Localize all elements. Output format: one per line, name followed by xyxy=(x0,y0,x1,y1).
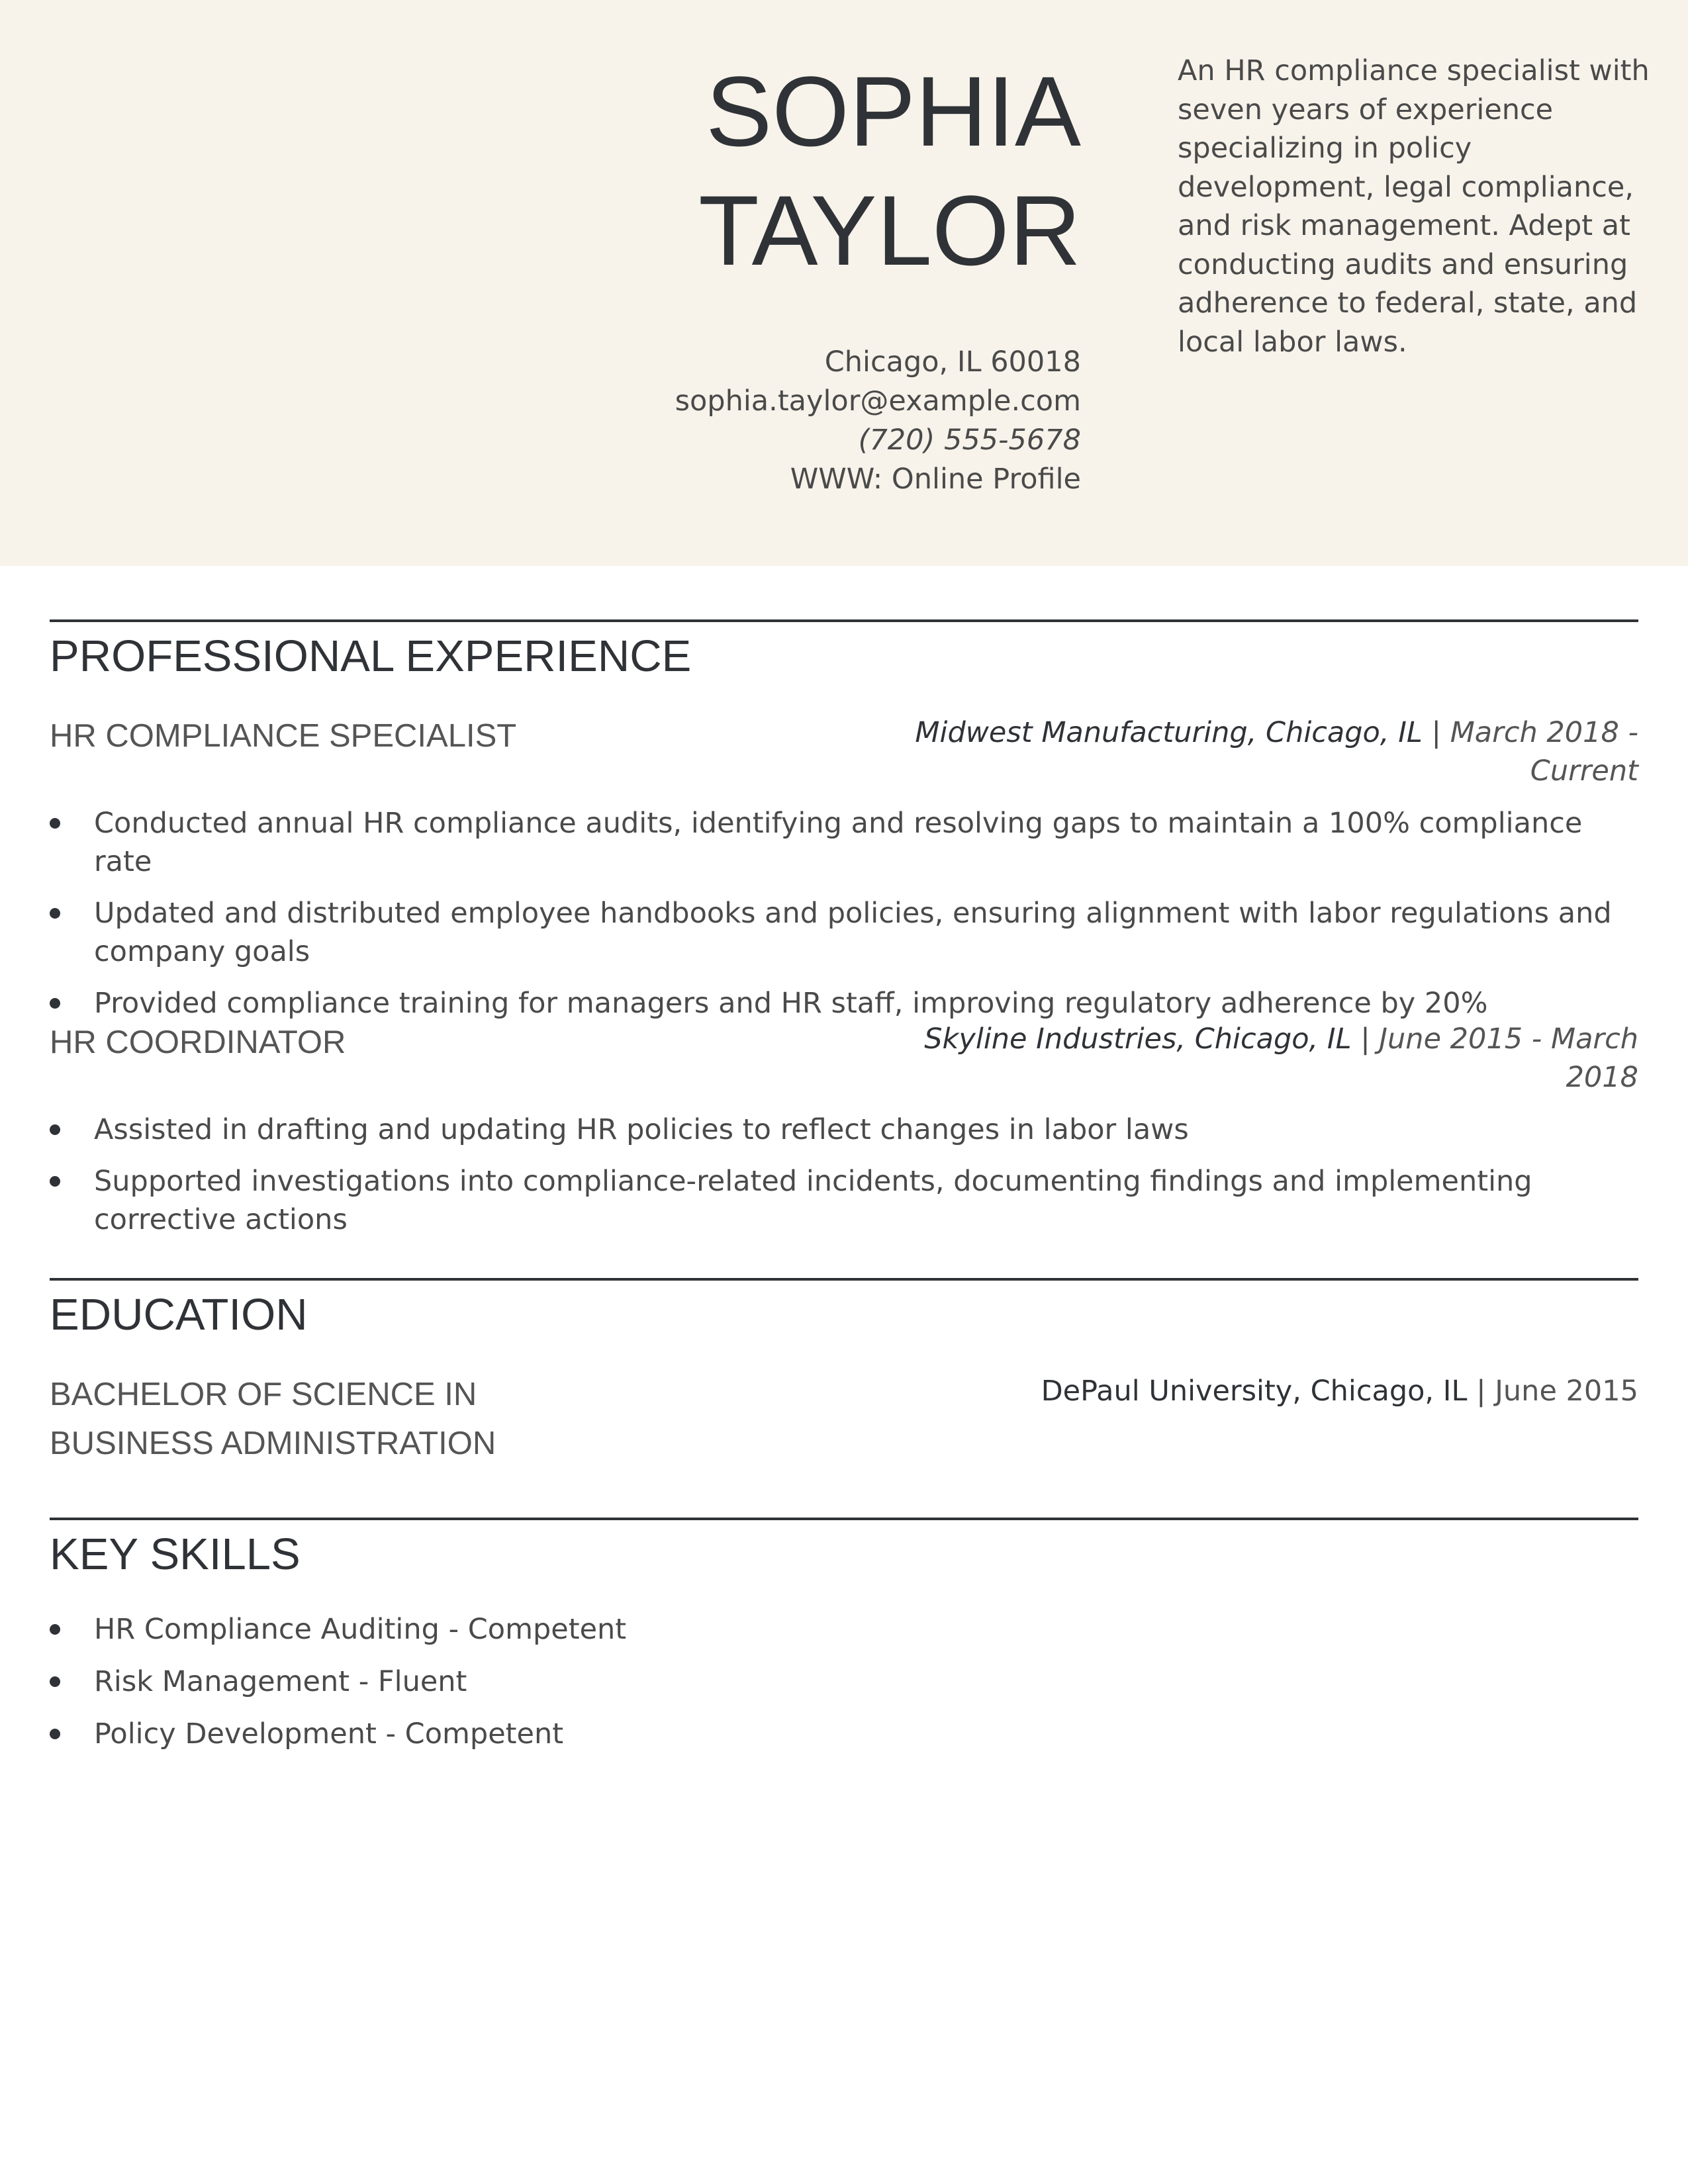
job-title: HR COORDINATOR xyxy=(50,1024,346,1060)
job-bullets xyxy=(50,1111,1638,1252)
list-item: Risk Management - Fluent xyxy=(50,1662,1638,1701)
job-title: HR COMPLIANCE SPECIALIST xyxy=(50,718,517,754)
list-item: Updated and distributed employee handbooks and policies, ensuring alignment with labor regulations and company goals xyxy=(50,894,1638,971)
job-location: Chicago, IL xyxy=(1194,1023,1352,1056)
section-title-education: EDUCATION xyxy=(50,1290,308,1340)
degree-title: BACHELOR OF SCIENCE IN BUSINESS ADMINISTRATION xyxy=(50,1377,496,1461)
section-title-skills: KEY SKILLS xyxy=(50,1529,301,1579)
header-band xyxy=(0,0,1688,566)
section-divider xyxy=(50,1518,1638,1520)
separator: | xyxy=(1431,716,1442,749)
candidate-name xyxy=(485,52,1081,290)
job-dates: March 2018 - Current xyxy=(1450,716,1638,788)
email[interactable]: sophia.taylor@example.com xyxy=(675,385,1081,418)
school-name: DePaul University xyxy=(1041,1375,1293,1408)
website-link[interactable]: WWW: Online Profile xyxy=(790,463,1081,496)
list-item: Supported investigations into compliance-related incidents, documenting findings and implementing corrective actions xyxy=(50,1162,1638,1239)
employer: Skyline Industries xyxy=(924,1023,1177,1056)
bullet-icon xyxy=(50,1676,60,1687)
list-item: Provided compliance training for managers and HR staff, improving regulatory adherence by 20% xyxy=(50,984,1638,1023)
job-location: Chicago, IL xyxy=(1266,716,1423,749)
job-meta: Skyline Industries, Chicago, IL | June 2015 - March 2018 xyxy=(924,1023,1638,1094)
bullet-icon xyxy=(50,1124,60,1135)
list-item: Conducted annual HR compliance audits, identifying and resolving gaps to maintain a 100% compliance rate xyxy=(50,804,1638,881)
phone[interactable]: (720) 555-5678 xyxy=(858,424,1081,457)
section-divider xyxy=(50,1278,1638,1281)
job-bullets xyxy=(50,804,1638,1036)
last-name: TAYLOR xyxy=(698,175,1081,286)
bullet-icon xyxy=(50,1729,60,1739)
bullet-icon xyxy=(50,998,60,1009)
section-divider xyxy=(50,619,1638,622)
skills-list xyxy=(50,1610,1638,1767)
section-title-experience: PROFESSIONAL EXPERIENCE xyxy=(50,631,692,681)
bullet-icon xyxy=(50,818,60,829)
bullet-icon xyxy=(50,1176,60,1187)
list-item: HR Compliance Auditing - Competent xyxy=(50,1610,1638,1649)
school-location: Chicago, IL xyxy=(1310,1375,1468,1408)
education-meta: DePaul University, Chicago, IL | June 2015 xyxy=(1041,1375,1638,1408)
list-item: Policy Development - Competent xyxy=(50,1715,1638,1753)
bullet-icon xyxy=(50,908,60,919)
contact-info xyxy=(485,343,1081,499)
employer: Midwest Manufacturing xyxy=(915,716,1248,749)
graduation-date: June 2015 xyxy=(1495,1375,1638,1408)
list-item: Assisted in drafting and updating HR policies to reflect changes in labor laws xyxy=(50,1111,1638,1149)
job-dates: June 2015 - March 2018 xyxy=(1379,1023,1638,1094)
location: Chicago, IL 60018 xyxy=(824,345,1081,379)
job-meta: Midwest Manufacturing, Chicago, IL | March 2018 - Current xyxy=(915,716,1638,788)
first-name: SOPHIA xyxy=(706,56,1081,167)
bullet-icon xyxy=(50,1624,60,1635)
professional-summary: An HR compliance specialist with seven years of experience specializing in policy development, legal compliance, and risk management. Adept at conducting audits and ensuring adherence to federal, state, and local labor laws. xyxy=(1178,54,1650,359)
separator: | xyxy=(1360,1023,1370,1056)
separator: | xyxy=(1476,1375,1486,1408)
